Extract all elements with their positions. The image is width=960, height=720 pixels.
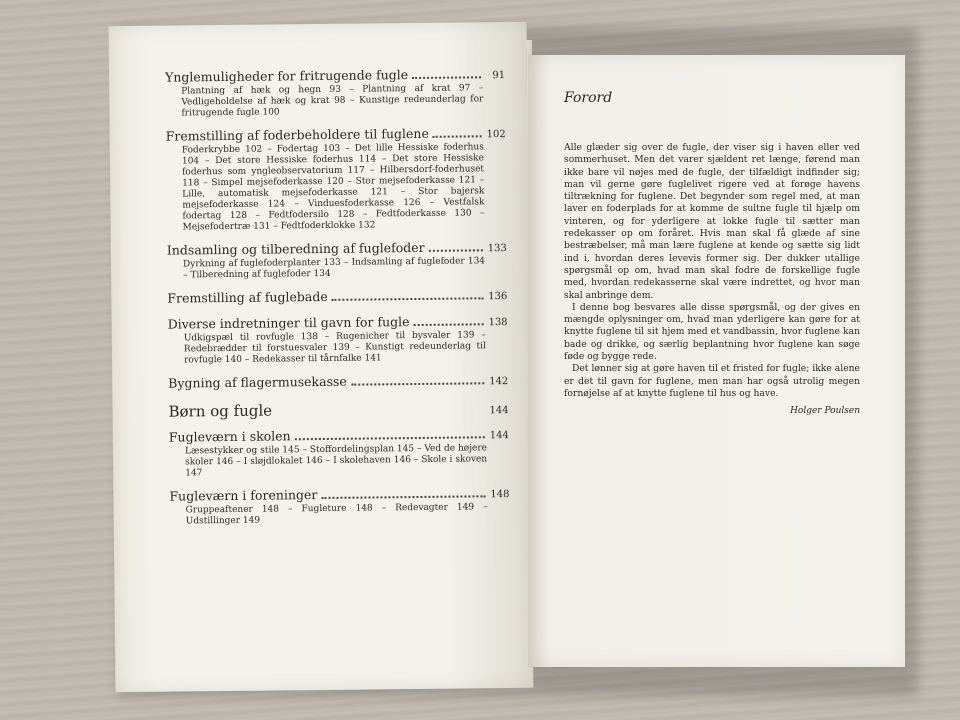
toc-page-number: 133 — [487, 243, 507, 255]
leader-dots — [295, 436, 485, 440]
toc-entry — [167, 287, 507, 308]
toc-entry-title: Bygning af flagermusekasse — [168, 373, 347, 391]
toc-entry-subtopics: Gruppeaftener 148 – Fugleture 148 – Redevagter 149 – Udstillinger 149 — [185, 502, 488, 527]
toc-page-number: 148 — [490, 489, 510, 501]
leader-dots — [321, 495, 485, 499]
table-of-contents — [165, 66, 510, 537]
foreword-paragraph: Alle glæder sig over de fugle, der viser sig i haven eller ved sommerhuset. Men det varer sjældent ret længe, førend man ikke bare vil nøjes med de fugle, der tilfældigt indfinder sig; man vil gerne gøre fuglelivet rigere ved at forøge havens tiltrækning for fuglene. Det begynder som regel med, at man laver en foderplads for at komme de sultne fugle til hjælp om vinteren, og for yderligere at lokke fugle til sætter man redekasser op om foråret. Hvis man skal få glæde af sine bestræbelser, må man lære fuglene at kende og sætte sig lidt ind i, hvordan deres levevis former sig. Der dukker utallige spørgsmål op om, hvad man skal fodre de forskellige fugle med, hvordan redekasserne skal være indrettet, og hvor man skal anbringe dem. — [564, 142, 860, 301]
toc-page-number: 136 — [488, 291, 508, 303]
toc-entry-subtopics: Udkigspæl til rovfugle 138 – Rugenicher til bysvaler 139 – Redebrædder til forstuesvaler 139 – Kunstigt redeunderlag til rovfugle 140 – Redekasser til tårnfalke 141 — [183, 330, 486, 366]
toc-entry-title: Fremstilling af fuglebade — [167, 288, 328, 306]
leader-dots — [429, 249, 483, 252]
toc-entry-subtopics: Læsestykker og stile 145 – Stoffordelingsplan 145 – Ved de højere skoler 146 – I sløjdlokalet 146 – I skolehaven 146 – Skole i skoven 147 — [184, 443, 488, 479]
foreword-heading: Forord — [564, 90, 613, 106]
toc-entry-title: Diverse indretninger til gavn for fugle — [167, 314, 410, 332]
author-signature: Holger Poulsen — [790, 406, 860, 417]
toc-entry-subtopics: Plantning af hæk og hegn 93 – Plantning af krat 97 – Vedligeholdelse af hæk og krat 98 – Kunstige redeunderlag for fritrugende fugle 100 — [181, 83, 484, 119]
toc-entry — [166, 125, 507, 234]
toc-entry-title: Ynglemuligheder for fritrugende fugle — [164, 67, 409, 85]
leader-dots — [433, 135, 482, 138]
toc-entry-title: Fugleværn i skolen — [168, 428, 291, 445]
toc-entry-subtopics: Dyrkning af fuglefoderplanter 133 – Indsamling af fuglefoder 134 – Tilberedning af fuglefoder 134 — [182, 256, 486, 281]
toc-entry-title: Fremstilling af foderbeholdere til fuglene — [165, 125, 429, 144]
toc-entry-title: Indsamling og tilberedning af fuglefoder — [166, 239, 425, 258]
toc-entry — [167, 239, 507, 282]
leader-dots — [351, 382, 484, 385]
toc-page-number: 91 — [492, 70, 506, 82]
toc-page-number: 102 — [486, 129, 506, 141]
leader-dots — [412, 76, 481, 79]
toc-entry — [169, 485, 509, 528]
right-page-foreword — [528, 55, 905, 667]
toc-page-number: 144 — [489, 405, 509, 417]
foreword — [564, 90, 860, 416]
toc-entry — [169, 426, 510, 480]
toc-page-number: 142 — [489, 376, 509, 388]
toc-page-number: 144 — [489, 430, 509, 442]
foreword-paragraph: Det lønner sig at gøre haven til et fristed for fugle; ikke alene er det til gavn for fuglene, men man har også utrolig megen fornøjelse af at knytte fuglene til hus og have. — [564, 363, 860, 399]
leader-dots — [332, 297, 484, 301]
left-page-contents — [109, 22, 534, 692]
toc-section-heading — [168, 399, 508, 424]
leader-dots — [414, 323, 484, 326]
toc-entry-subtopics: Foderkrybbe 102 – Fodertag 103 – Det lille Hessiske foderhus 104 – Det store Hessiske foderhus 114 – Det store Hessiske foderhus som yngleobservatorium 117 – Hilbersdorf-foderhuset 118 – Simpel mejsefoderkasse 120 – Stor mejsefoderkasse 121 – Lille, automatisk mejsefoderkasse 121 – Stor bajersk mejsefoderkasse 124 – Vinduesfoderkasse 126 – Vestfalsk fodertag 128 – Fedtfodersilo 128 – Fedtfoderkasse 130 – Mejsefodertræ 131 – Fedtfoderklokke 132 — [181, 142, 485, 233]
toc-entry-title: Fugleværn i foreninger — [169, 487, 318, 504]
toc-entry — [168, 372, 508, 393]
section-title: Børn og fugle — [168, 401, 273, 421]
toc-entry — [165, 66, 506, 120]
toc-page-number: 138 — [488, 317, 508, 329]
foreword-paragraph: I denne bog besvares alle disse spørgsmål, og der gives en mængde oplysninger om, hvad man yderligere kan gøre for at knytte fuglene til sit hjem med et vandbassin, hvor fuglene kan bade og drikke, og særlig beplantning hvor fuglene kan søge føde og bygge rede. — [564, 301, 860, 363]
toc-entry — [168, 313, 509, 367]
